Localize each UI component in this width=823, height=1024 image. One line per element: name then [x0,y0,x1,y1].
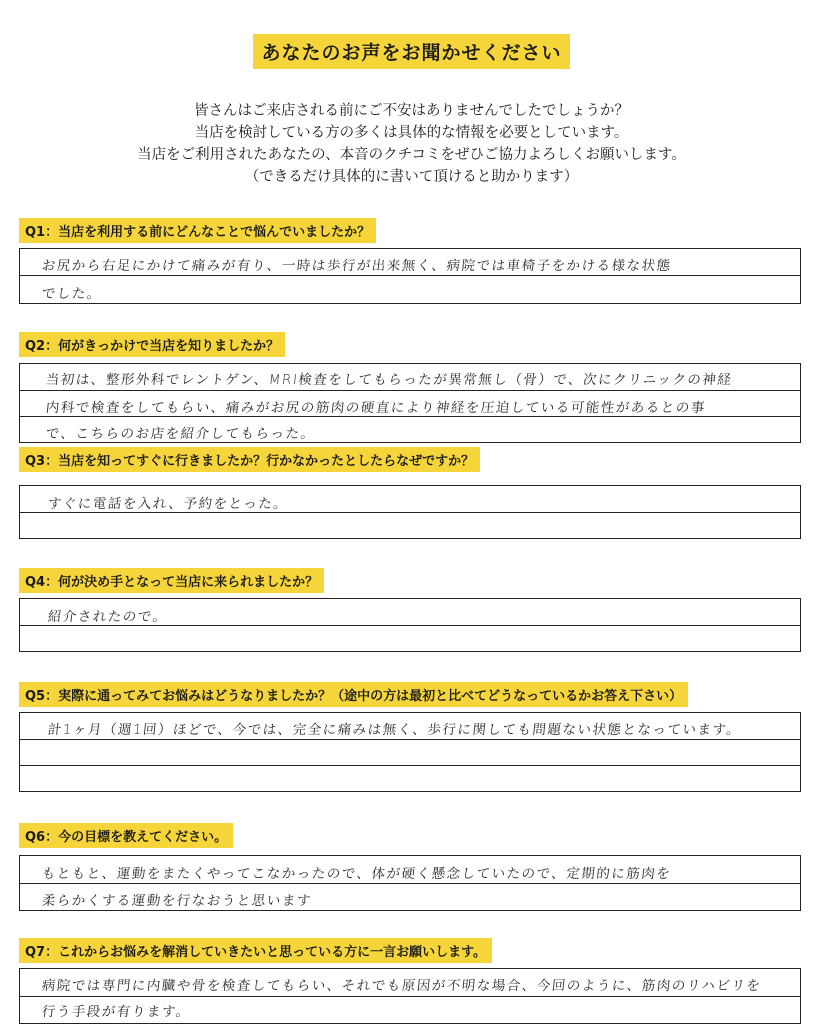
intro-line: 当店を検討している方の多くは具体的な情報を必要としています。 [194,125,629,141]
answer-2-line-1: 当初は、整形外科でレントゲン、MRI検査をしてもらったが異常無し（骨）で、次にクリニックの神経 [44,372,734,388]
answer-7-line-1: 病院では専門に内臓や骨を検査してもらい、それでも原因が不明な場合、今回のように、筋肉のリハビリを [40,978,763,994]
ruled-line [20,883,800,884]
answer-box-1 [19,248,801,304]
question-4: Q4：何が決め手となって当店に来られましたか？ [19,568,324,593]
answer-1-line-2: でした。 [40,286,103,302]
answer-2-line-2: 内科で検査をしてもらい、痛みがお尻の筋肉の硬直により神経を圧迫している可能性があるとの事 [44,400,707,416]
answer-box-2 [19,363,801,443]
question-7: Q7：これからお悩みを解消していきたいと思っている方に一言お願いします。 [19,938,492,963]
answer-1-line-1: お尻から右足にかけて痛みが有り、一時は歩行が出来無く、病院では車椅子をかける様な状態 [40,258,673,274]
ruled-line [20,390,800,391]
answer-6-line-2: 柔らかくする運動を行なおうと思います [40,893,313,909]
question-5: Q5：実際に通ってみてお悩みはどうなりましたか？（途中の方は最初と比べてどうなっているかお答え下さい） [19,682,688,707]
survey-title: あなたのお声をお聞かせください [253,34,569,69]
answer-box-5 [19,712,801,792]
answer-box-7 [19,968,801,1024]
answer-3-line-1: すぐに電話を入れ、予約をとった。 [46,496,290,512]
answer-7-line-2: 行う手段が有ります。 [40,1004,192,1020]
ruled-line [20,275,800,276]
intro-line: （できるだけ具体的に書いて頂けると助かります） [244,169,579,185]
answer-box-6 [19,855,801,911]
ruled-line [20,996,800,997]
intro-line: 皆さんはご来店される前にご不安はありませんでしたでしょうか？ [194,103,629,119]
answer-box-4 [19,598,801,652]
answer-5-line-1: 計1ヶ月（週1回）ほどで、今では、完全に痛みは無く、歩行に関しても問題ない状態となっています。 [46,722,743,738]
ruled-line [20,739,800,740]
intro-text [0,100,823,188]
question-6: Q6：今の目標を教えてください。 [19,823,233,848]
question-2: Q2：何がきっかけで当店を知りましたか？ [19,332,285,357]
ruled-line [20,416,800,417]
ruled-line [20,512,800,513]
survey-title-wrap [0,34,823,69]
ruled-line [20,625,800,626]
answer-box-3 [19,485,801,539]
question-1: Q1：当店を利用する前にどんなことで悩んでいましたか？ [19,218,376,243]
answer-6-line-1: もともと、運動をまたくやってこなかったので、体が硬く懸念していたので、定期的に筋肉を [40,866,673,882]
ruled-line [20,765,800,766]
intro-line: 当店をご利用されたあなたの、本音のクチコミをぜひご協力よろしくお願いします。 [137,147,686,163]
question-3: Q3：当店を知ってすぐに行きましたか？行かなかったとしたらなぜですか？ [19,447,480,472]
answer-2-line-3: で、こちらのお店を紹介してもらった。 [44,426,317,442]
answer-4-line-1: 紹介されたので。 [46,609,169,625]
